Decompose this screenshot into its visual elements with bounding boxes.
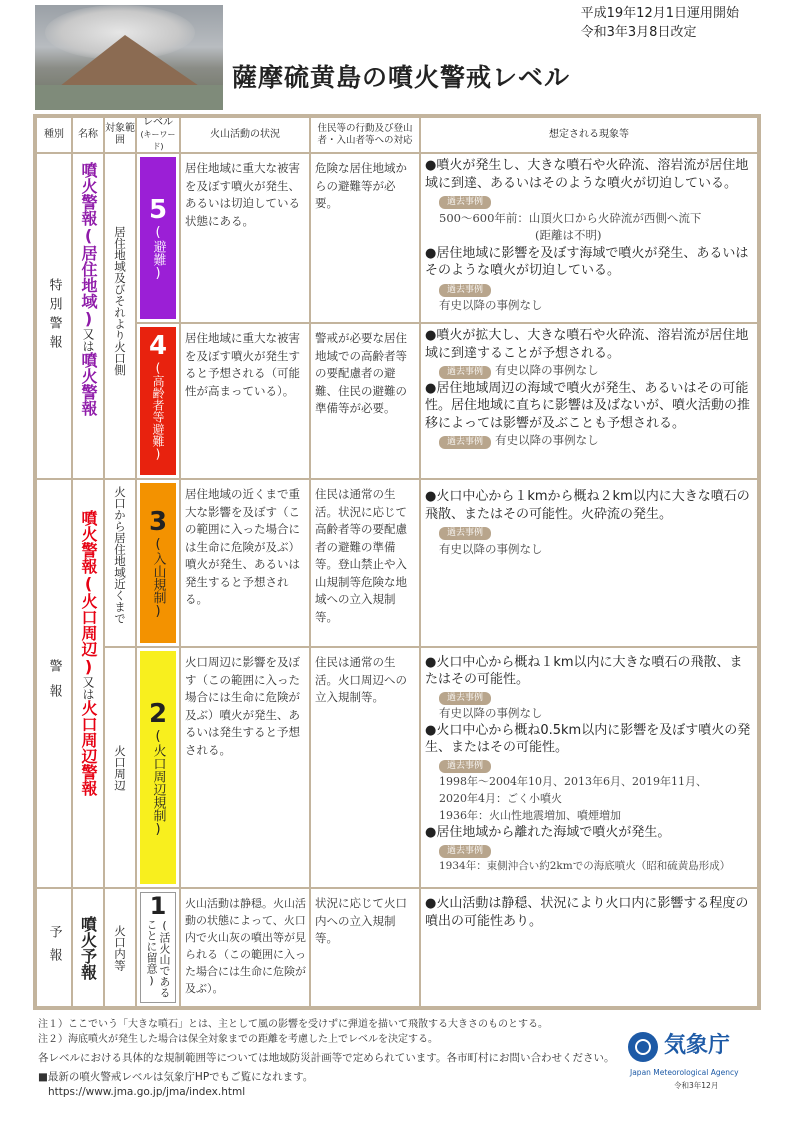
- level-4-box: 4 (高齢者等避難): [140, 327, 176, 475]
- phenomena-2: [421, 648, 757, 887]
- jma-emblem-icon: [628, 1032, 658, 1062]
- level-cell-5: [137, 154, 179, 322]
- level-2-box: 2 (火口周辺規制): [140, 651, 176, 884]
- level-cell-3: [137, 480, 179, 646]
- phenomena-3: [421, 480, 757, 646]
- page-title: 薩摩硫黄島の噴火警戒レベル: [232, 63, 571, 92]
- col-kind: 種別: [37, 118, 71, 152]
- phenomena-4: [421, 324, 757, 478]
- kind-forecast: 予報: [37, 889, 71, 1006]
- level-5-box: 5 (避難): [140, 157, 176, 319]
- col-activity: 火山活動の状況: [181, 118, 309, 152]
- col-level-label: レベル: [143, 117, 173, 128]
- dates: [581, 4, 739, 42]
- action-5: 危険な居住地域からの避難等が必要。: [311, 154, 419, 322]
- action-1: 状況に応じて火口内への立入規制等。: [311, 889, 419, 1006]
- note-2: 注２）海底噴火が発生した場合は保全対象までの距離を考慮した上でレベルを決定する。: [38, 1034, 438, 1045]
- col-level: [137, 118, 179, 152]
- agency-english: Japan Meteorological Agency: [630, 1068, 739, 1077]
- agency-date: 令和3年12月: [674, 1081, 719, 1090]
- name-warning: [73, 480, 103, 887]
- level-1-box: 1 (活火山であることに留意): [140, 892, 176, 1003]
- list-item: ●火山活動は静穏、状況により火口内に影響する程度の噴出の可能性あり。: [425, 896, 749, 929]
- kind-special: 特別警報: [37, 154, 71, 478]
- jma-url[interactable]: https://www.jma.go.jp/jma/index.html: [48, 1086, 246, 1098]
- revision-date: 令和3年3月8日改定: [580, 25, 697, 40]
- col-action: 住民等の行動及び登山者・入山者等への対応: [311, 118, 419, 152]
- list-item: ●噴火が発生し、大きな噴石や火砕流、溶岩流が居住地域に到達、あるいはそのような噴火が切迫している。 過去事例 500～600年前：山頂火口から火砕流が西側へ流下 (距離は不明) ●居住地域に影響を及ぼす海域で噴火が発生、あるいはそのような噴火が切迫している。 過去事例 有史以降の事例なし: [425, 158, 749, 312]
- activity-1: 火山活動は静穏。火山活動の状態によって、火口内で火山灰の噴出等が見られる（この範囲に入った場合には生命に危険が及ぶ）。: [181, 889, 309, 1006]
- col-name: 名称: [73, 118, 103, 152]
- name-special-alt: 噴火警報: [79, 352, 98, 416]
- action-4: 警戒が必要な居住地域での高齢者等の要配慮者の避難、住民の避難の準備等が必要。: [311, 324, 419, 478]
- agency-name: 気象庁: [664, 1033, 731, 1058]
- level-cell-1: [137, 889, 179, 1006]
- jma-logo: [624, 1026, 754, 1096]
- col-area: 対象範囲: [105, 118, 135, 152]
- col-level-kw: (キーワード): [140, 130, 176, 151]
- name-special-or: 又は: [81, 328, 95, 352]
- name-forecast: 噴火予報: [73, 889, 103, 1006]
- list-item: ●噴火が拡大し、大きな噴石や火砕流、溶岩流が居住地域に到達することが予想される。 過去事例 有史以降の事例なし ●居住地域周辺の海域で噴火が発生、あるいはその可能性。居住地域に直ちに影響は及ばないが、噴火活動の推移によっては影響が及ぶことも予想される。 過去事例 有史以降の事例なし: [425, 328, 751, 447]
- area-lv3: 火口から居住地域近くまで: [105, 480, 135, 646]
- area-lv2: 火口周辺: [105, 648, 135, 887]
- level-cell-4: [137, 324, 179, 478]
- area-forecast: 火口内等: [105, 889, 135, 1006]
- activity-2: 火口周辺に影響を及ぼす（この範囲に入った場合には生命に危険が及ぶ）噴火が発生、あるいは発生すると予想される。: [181, 648, 309, 887]
- activity-3: 居住地域の近くまで重大な影響を及ぼす（この範囲に入った場合には生命に危険が及ぶ）噴火が発生、あるいは発生すると予想される。: [181, 480, 309, 646]
- name-warning-or: 又は: [81, 676, 95, 700]
- action-2: 住民は通常の生活。火口周辺への立入規制等。: [311, 648, 419, 887]
- col-phenomena: 想定される現象等: [421, 118, 757, 152]
- level-3-box: 3 (入山規制): [140, 483, 176, 643]
- action-3: 住民は通常の生活。状況に応じて高齢者等の要配慮者の避難の準備等。登山禁止や入山規制等危険な地域への立入規制等。: [311, 480, 419, 646]
- activity-4: 居住地域に重大な被害を及ぼす噴火が発生すると予想される（可能性が高まっている）。: [181, 324, 309, 478]
- note-3: 各レベルにおける具体的な規制範囲等については地域防災計画等で定められています。各市町村にお問い合わせください。: [38, 1052, 615, 1064]
- note-1: 注１）ここでいう「大きな噴石」とは、主として風の影響を受けずに弾道を描いて飛散する大きさのものとする。: [38, 1019, 548, 1030]
- note-4: ■最新の噴火警戒レベルは気象庁HPでもご覧になれます。: [38, 1071, 314, 1083]
- kind-warning: 警報: [37, 480, 71, 887]
- list-item: ●火口中心から１kmから概ね２km以内に大きな噴石の飛散、またはその可能性。火砕流の発生。 過去事例 有史以降の事例なし: [425, 489, 750, 556]
- level-cell-2: [137, 648, 179, 887]
- list-item: ●火口中心から概ね１km以内に大きな噴石の飛散、またはその可能性。 過去事例 有史以降の事例なし ●火口中心から概ね0.5km以内に影響を及ぼす噴火の発生、またはその可能性。 過去事例 1998年～2004年10月、2013年6月、2019年11月、 2020年4月：ごく小噴火 1936年：火山性地震増加、噴煙増加 ●居住地域から離れた海域で噴火が発生。 過去事例 1934年：東側沖合い約2kmでの海底噴火（昭和硫黄島形成）: [425, 655, 751, 872]
- area-special: 居住地域及びそれより火口側: [105, 154, 135, 478]
- phenomena-1: [421, 889, 757, 1006]
- name-special: [73, 154, 103, 478]
- volcano-photo: [35, 5, 223, 110]
- name-special-main: 噴火警報(居住地域): [79, 162, 98, 328]
- activity-5: 居住地域に重大な被害を及ぼす噴火が発生、あるいは切迫している状態にある。: [181, 154, 309, 322]
- name-warning-main: 噴火警報(火口周辺): [79, 510, 98, 676]
- phenomena-5: [421, 154, 757, 322]
- start-date: 平成19年12月1日運用開始: [580, 6, 739, 21]
- footnotes: [38, 1017, 618, 1100]
- name-warning-alt: 火口周辺警報: [79, 700, 98, 796]
